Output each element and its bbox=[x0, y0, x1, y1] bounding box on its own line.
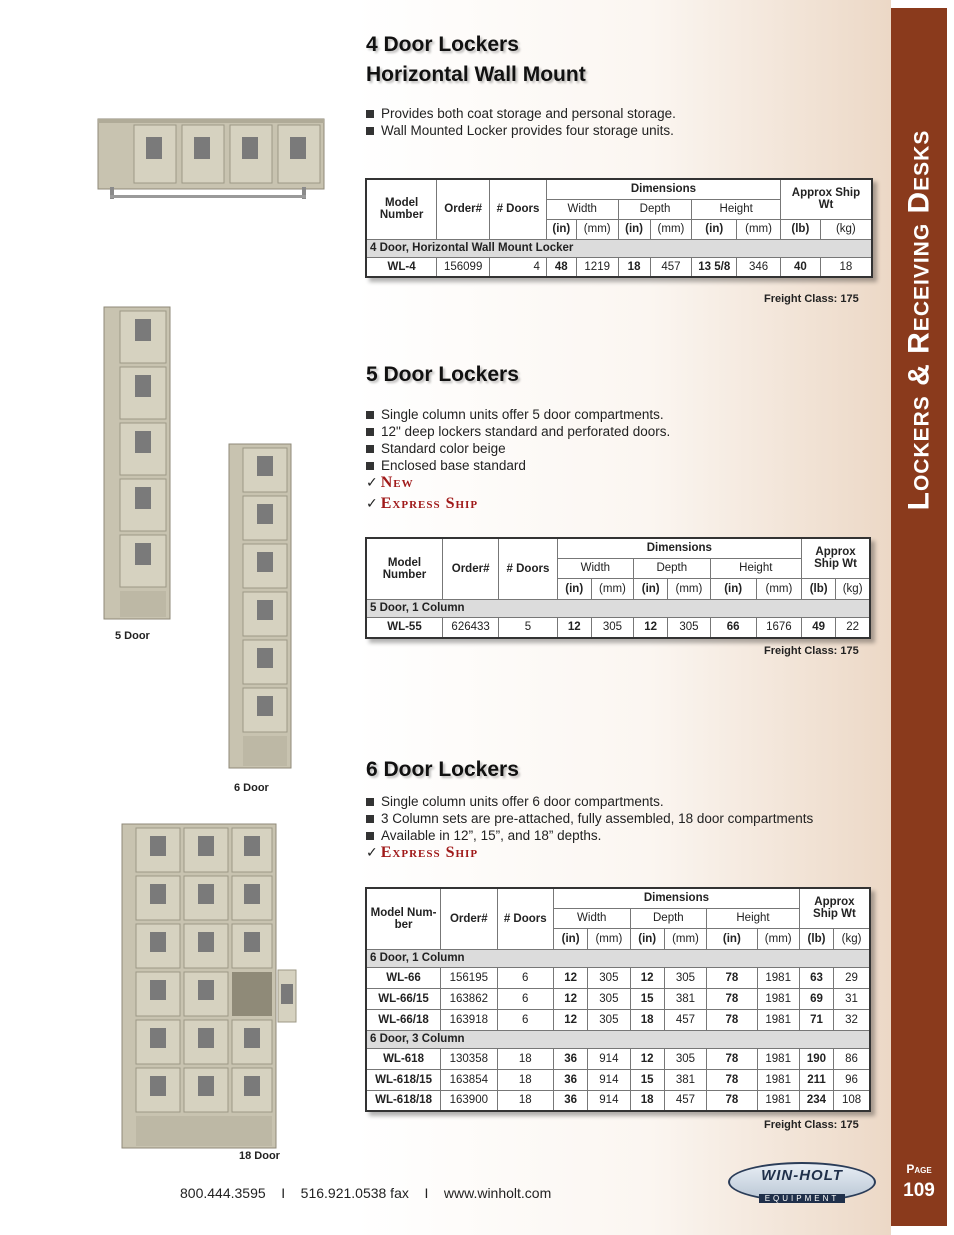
footer-contact bbox=[180, 1185, 551, 1201]
check-icon: ✓ bbox=[366, 496, 379, 512]
unit-in: (in) bbox=[546, 219, 576, 239]
cell-depth-in: 18 bbox=[618, 257, 650, 277]
check-icon: ✓ bbox=[366, 475, 379, 491]
header-order: Order# bbox=[442, 538, 498, 599]
cell-height-in: 66 bbox=[710, 617, 756, 638]
cell-height-mm: 1981 bbox=[757, 988, 799, 1009]
cell-weight-lb: 234 bbox=[799, 1090, 833, 1111]
cell-height-in: 78 bbox=[707, 1048, 757, 1069]
page-number: 109 bbox=[903, 1180, 935, 1201]
five-door-locker-image bbox=[100, 305, 175, 623]
six-door-locker-image bbox=[225, 442, 295, 772]
cell-model: WL-66/15 bbox=[366, 988, 441, 1009]
cell-depth-in: 15 bbox=[630, 988, 664, 1009]
group-row: 6 Door, 3 Column bbox=[366, 1030, 870, 1048]
table-row bbox=[366, 1069, 870, 1090]
cell-width-mm: 914 bbox=[588, 1090, 630, 1111]
freight-class-4-door: Freight Class: 175 bbox=[764, 293, 859, 305]
group-row: 4 Door, Horizontal Wall Mount Locker bbox=[366, 239, 872, 257]
unit-in: (in) bbox=[634, 578, 668, 599]
header-model: Model Number bbox=[366, 538, 442, 599]
header-approx: Approx Ship Wt bbox=[799, 888, 870, 928]
cell-model: WL-66 bbox=[366, 967, 441, 988]
cell-weight-kg: 18 bbox=[820, 257, 872, 277]
cell-model: WL-618/18 bbox=[366, 1090, 441, 1111]
header-width: Width bbox=[557, 558, 633, 578]
cell-width-in: 36 bbox=[553, 1048, 587, 1069]
cell-order: 156099 bbox=[437, 257, 490, 277]
cell-model: WL-66/18 bbox=[366, 1009, 441, 1030]
cell-width-mm: 914 bbox=[588, 1069, 630, 1090]
cell-order: 156195 bbox=[441, 967, 497, 988]
cell-width-in: 12 bbox=[553, 988, 587, 1009]
table-row bbox=[366, 967, 870, 988]
header-model: Model Number bbox=[366, 179, 437, 239]
express-ship-badge: ✓ Express Ship bbox=[366, 495, 479, 512]
table-row bbox=[366, 1090, 870, 1111]
cell-width-mm: 305 bbox=[588, 967, 630, 988]
bullet: 12" deep lockers standard and perforated doors. bbox=[366, 423, 670, 440]
section-title-5-door: 5 Door Lockers bbox=[366, 363, 519, 386]
unit-in: (in) bbox=[618, 219, 650, 239]
table-row bbox=[366, 257, 872, 277]
caption-18-door: 18 Door bbox=[239, 1150, 280, 1162]
footer-fax: 516.921.0538 fax bbox=[300, 1185, 409, 1201]
unit-lb: (lb) bbox=[780, 219, 820, 239]
check-icon: ✓ bbox=[366, 845, 379, 861]
cell-height-mm: 346 bbox=[737, 257, 781, 277]
cell-width-mm: 305 bbox=[588, 1009, 630, 1030]
header-depth: Depth bbox=[634, 558, 710, 578]
cell-order: 130358 bbox=[441, 1048, 497, 1069]
bullets-5-door bbox=[366, 406, 670, 474]
cell-weight-lb: 71 bbox=[799, 1009, 833, 1030]
cell-model: WL-618/15 bbox=[366, 1069, 441, 1090]
cell-doors: 18 bbox=[497, 1090, 553, 1111]
spec-table-6-door bbox=[365, 887, 871, 1112]
page-label: Page bbox=[906, 1162, 932, 1176]
footer-phone: 800.444.3595 bbox=[180, 1185, 266, 1201]
table-row bbox=[366, 988, 870, 1009]
cell-weight-lb: 190 bbox=[799, 1048, 833, 1069]
spec-table-4-door bbox=[365, 178, 873, 278]
bullet: Enclosed base standard bbox=[366, 457, 670, 474]
cell-weight-lb: 69 bbox=[799, 988, 833, 1009]
unit-mm: (mm) bbox=[576, 219, 618, 239]
header-doors: # Doors bbox=[499, 538, 557, 599]
cell-width-mm: 305 bbox=[591, 617, 633, 638]
unit-mm: (mm) bbox=[664, 928, 706, 949]
cell-depth-in: 15 bbox=[630, 1069, 664, 1090]
side-tab-title: Lockers & Receiving Desks bbox=[902, 129, 935, 511]
cell-order: 163862 bbox=[441, 988, 497, 1009]
unit-in: (in) bbox=[710, 578, 756, 599]
bullet: Provides both coat storage and personal storage. bbox=[366, 105, 676, 122]
cell-width-in: 12 bbox=[553, 1009, 587, 1030]
cell-height-mm: 1981 bbox=[757, 1090, 799, 1111]
cell-depth-in: 12 bbox=[630, 1048, 664, 1069]
eighteen-door-locker-image bbox=[118, 822, 300, 1152]
cell-weight-kg: 108 bbox=[834, 1090, 870, 1111]
unit-kg: (kg) bbox=[834, 928, 870, 949]
cell-width-mm: 914 bbox=[588, 1048, 630, 1069]
express-ship-badge: ✓ Express Ship bbox=[366, 844, 479, 861]
cell-height-in: 78 bbox=[707, 1090, 757, 1111]
cell-height-mm: 1981 bbox=[757, 1048, 799, 1069]
cell-depth-mm: 457 bbox=[664, 1009, 706, 1030]
cell-doors: 4 bbox=[490, 257, 547, 277]
unit-mm: (mm) bbox=[668, 578, 710, 599]
unit-kg: (kg) bbox=[836, 578, 870, 599]
bullet: Single column units offer 6 door compartments. bbox=[366, 793, 813, 810]
cell-model: WL-4 bbox=[366, 257, 437, 277]
cell-depth-mm: 305 bbox=[664, 1048, 706, 1069]
win-holt-logo: WIN-HOLT EQUIPMENT bbox=[728, 1162, 876, 1202]
header-dimensions: Dimensions bbox=[553, 888, 799, 908]
header-doors: # Doors bbox=[497, 888, 553, 949]
cell-height-mm: 1676 bbox=[756, 617, 801, 638]
unit-in: (in) bbox=[692, 219, 737, 239]
cell-weight-kg: 31 bbox=[834, 988, 870, 1009]
cell-weight-kg: 29 bbox=[834, 967, 870, 988]
cell-depth-mm: 305 bbox=[664, 967, 706, 988]
cell-weight-lb: 49 bbox=[802, 617, 836, 638]
footer-website[interactable]: www.winholt.com bbox=[443, 1185, 552, 1201]
cell-weight-lb: 63 bbox=[799, 967, 833, 988]
new-badge: ✓ New bbox=[366, 474, 414, 491]
cell-width-mm: 305 bbox=[588, 988, 630, 1009]
bullet: 3 Column sets are pre-attached, fully assembled, 18 door compartments bbox=[366, 810, 813, 827]
unit-in: (in) bbox=[553, 928, 587, 949]
footer-separator: I bbox=[281, 1185, 286, 1201]
section-title-6-door: 6 Door Lockers bbox=[366, 758, 519, 781]
table-row bbox=[366, 1048, 870, 1069]
cell-depth-in: 12 bbox=[630, 967, 664, 988]
unit-kg: (kg) bbox=[820, 219, 872, 239]
header-approx: Approx Ship Wt bbox=[802, 538, 870, 578]
table-row bbox=[366, 617, 870, 638]
cell-depth-in: 18 bbox=[630, 1009, 664, 1030]
header-depth: Depth bbox=[630, 908, 707, 928]
cell-width-in: 48 bbox=[546, 257, 576, 277]
cell-doors: 6 bbox=[497, 988, 553, 1009]
freight-class-5-door: Freight Class: 175 bbox=[764, 645, 859, 657]
header-dimensions: Dimensions bbox=[546, 179, 780, 199]
unit-mm: (mm) bbox=[756, 578, 801, 599]
bullets-6-door bbox=[366, 793, 813, 844]
header-height: Height bbox=[692, 199, 781, 219]
header-width: Width bbox=[553, 908, 630, 928]
cell-height-in: 13 5/8 bbox=[692, 257, 737, 277]
cell-doors: 5 bbox=[499, 617, 557, 638]
cell-order: 163918 bbox=[441, 1009, 497, 1030]
cell-width-in: 36 bbox=[553, 1090, 587, 1111]
cell-weight-kg: 22 bbox=[836, 617, 870, 638]
unit-mm: (mm) bbox=[650, 219, 692, 239]
cell-weight-lb: 40 bbox=[780, 257, 820, 277]
unit-lb: (lb) bbox=[802, 578, 836, 599]
cell-weight-kg: 96 bbox=[834, 1069, 870, 1090]
bullet: Wall Mounted Locker provides four storage units. bbox=[366, 122, 676, 139]
cell-depth-mm: 305 bbox=[668, 617, 710, 638]
header-order: Order# bbox=[441, 888, 497, 949]
header-depth: Depth bbox=[618, 199, 692, 219]
cell-height-in: 78 bbox=[707, 988, 757, 1009]
cell-height-mm: 1981 bbox=[757, 967, 799, 988]
group-row: 6 Door, 1 Column bbox=[366, 949, 870, 967]
section-title-4-door: 4 Door Lockers Horizontal Wall Mount bbox=[366, 33, 586, 86]
header-dimensions: Dimensions bbox=[557, 538, 801, 558]
cell-depth-mm: 381 bbox=[664, 988, 706, 1009]
header-height: Height bbox=[710, 558, 802, 578]
wall-mount-locker-image bbox=[96, 115, 328, 205]
cell-depth-in: 18 bbox=[630, 1090, 664, 1111]
header-approx: Approx Ship Wt bbox=[780, 179, 872, 219]
unit-in: (in) bbox=[557, 578, 591, 599]
cell-depth-mm: 381 bbox=[664, 1069, 706, 1090]
cell-width-in: 12 bbox=[557, 617, 591, 638]
unit-mm: (mm) bbox=[591, 578, 633, 599]
unit-lb: (lb) bbox=[799, 928, 833, 949]
cell-width-in: 12 bbox=[553, 967, 587, 988]
cell-weight-kg: 86 bbox=[834, 1048, 870, 1069]
group-row: 5 Door, 1 Column bbox=[366, 599, 870, 617]
cell-model: WL-55 bbox=[366, 617, 442, 638]
header-height: Height bbox=[707, 908, 800, 928]
bullet: Available in 12”, 15”, and 18” depths. bbox=[366, 827, 813, 844]
cell-depth-mm: 457 bbox=[650, 257, 692, 277]
cell-weight-lb: 211 bbox=[799, 1069, 833, 1090]
unit-mm: (mm) bbox=[588, 928, 630, 949]
cell-depth-in: 12 bbox=[634, 617, 668, 638]
cell-width-in: 36 bbox=[553, 1069, 587, 1090]
caption-5-door: 5 Door bbox=[115, 630, 150, 642]
cell-weight-kg: 32 bbox=[834, 1009, 870, 1030]
cell-height-in: 78 bbox=[707, 1009, 757, 1030]
cell-height-mm: 1981 bbox=[757, 1009, 799, 1030]
table-row bbox=[366, 1009, 870, 1030]
header-width: Width bbox=[546, 199, 618, 219]
cell-doors: 18 bbox=[497, 1048, 553, 1069]
spec-table-5-door bbox=[365, 537, 871, 639]
footer-separator: I bbox=[424, 1185, 429, 1201]
cell-depth-mm: 457 bbox=[664, 1090, 706, 1111]
header-order: Order# bbox=[437, 179, 490, 239]
cell-order: 163854 bbox=[441, 1069, 497, 1090]
cell-order: 163900 bbox=[441, 1090, 497, 1111]
bullets-4-door bbox=[366, 105, 676, 139]
cell-height-mm: 1981 bbox=[757, 1069, 799, 1090]
cell-height-in: 78 bbox=[707, 967, 757, 988]
unit-in: (in) bbox=[707, 928, 757, 949]
bullet: Standard color beige bbox=[366, 440, 670, 457]
cell-model: WL-618 bbox=[366, 1048, 441, 1069]
unit-mm: (mm) bbox=[737, 219, 781, 239]
cell-doors: 6 bbox=[497, 967, 553, 988]
cell-doors: 6 bbox=[497, 1009, 553, 1030]
header-doors: # Doors bbox=[490, 179, 547, 239]
caption-6-door: 6 Door bbox=[234, 782, 269, 794]
cell-order: 626433 bbox=[442, 617, 498, 638]
unit-mm: (mm) bbox=[757, 928, 799, 949]
header-model: Model Num-ber bbox=[366, 888, 441, 949]
unit-in: (in) bbox=[630, 928, 664, 949]
freight-class-6-door: Freight Class: 175 bbox=[764, 1119, 859, 1131]
bullet: Single column units offer 5 door compartments. bbox=[366, 406, 670, 423]
cell-doors: 18 bbox=[497, 1069, 553, 1090]
cell-height-in: 78 bbox=[707, 1069, 757, 1090]
cell-width-mm: 1219 bbox=[576, 257, 618, 277]
